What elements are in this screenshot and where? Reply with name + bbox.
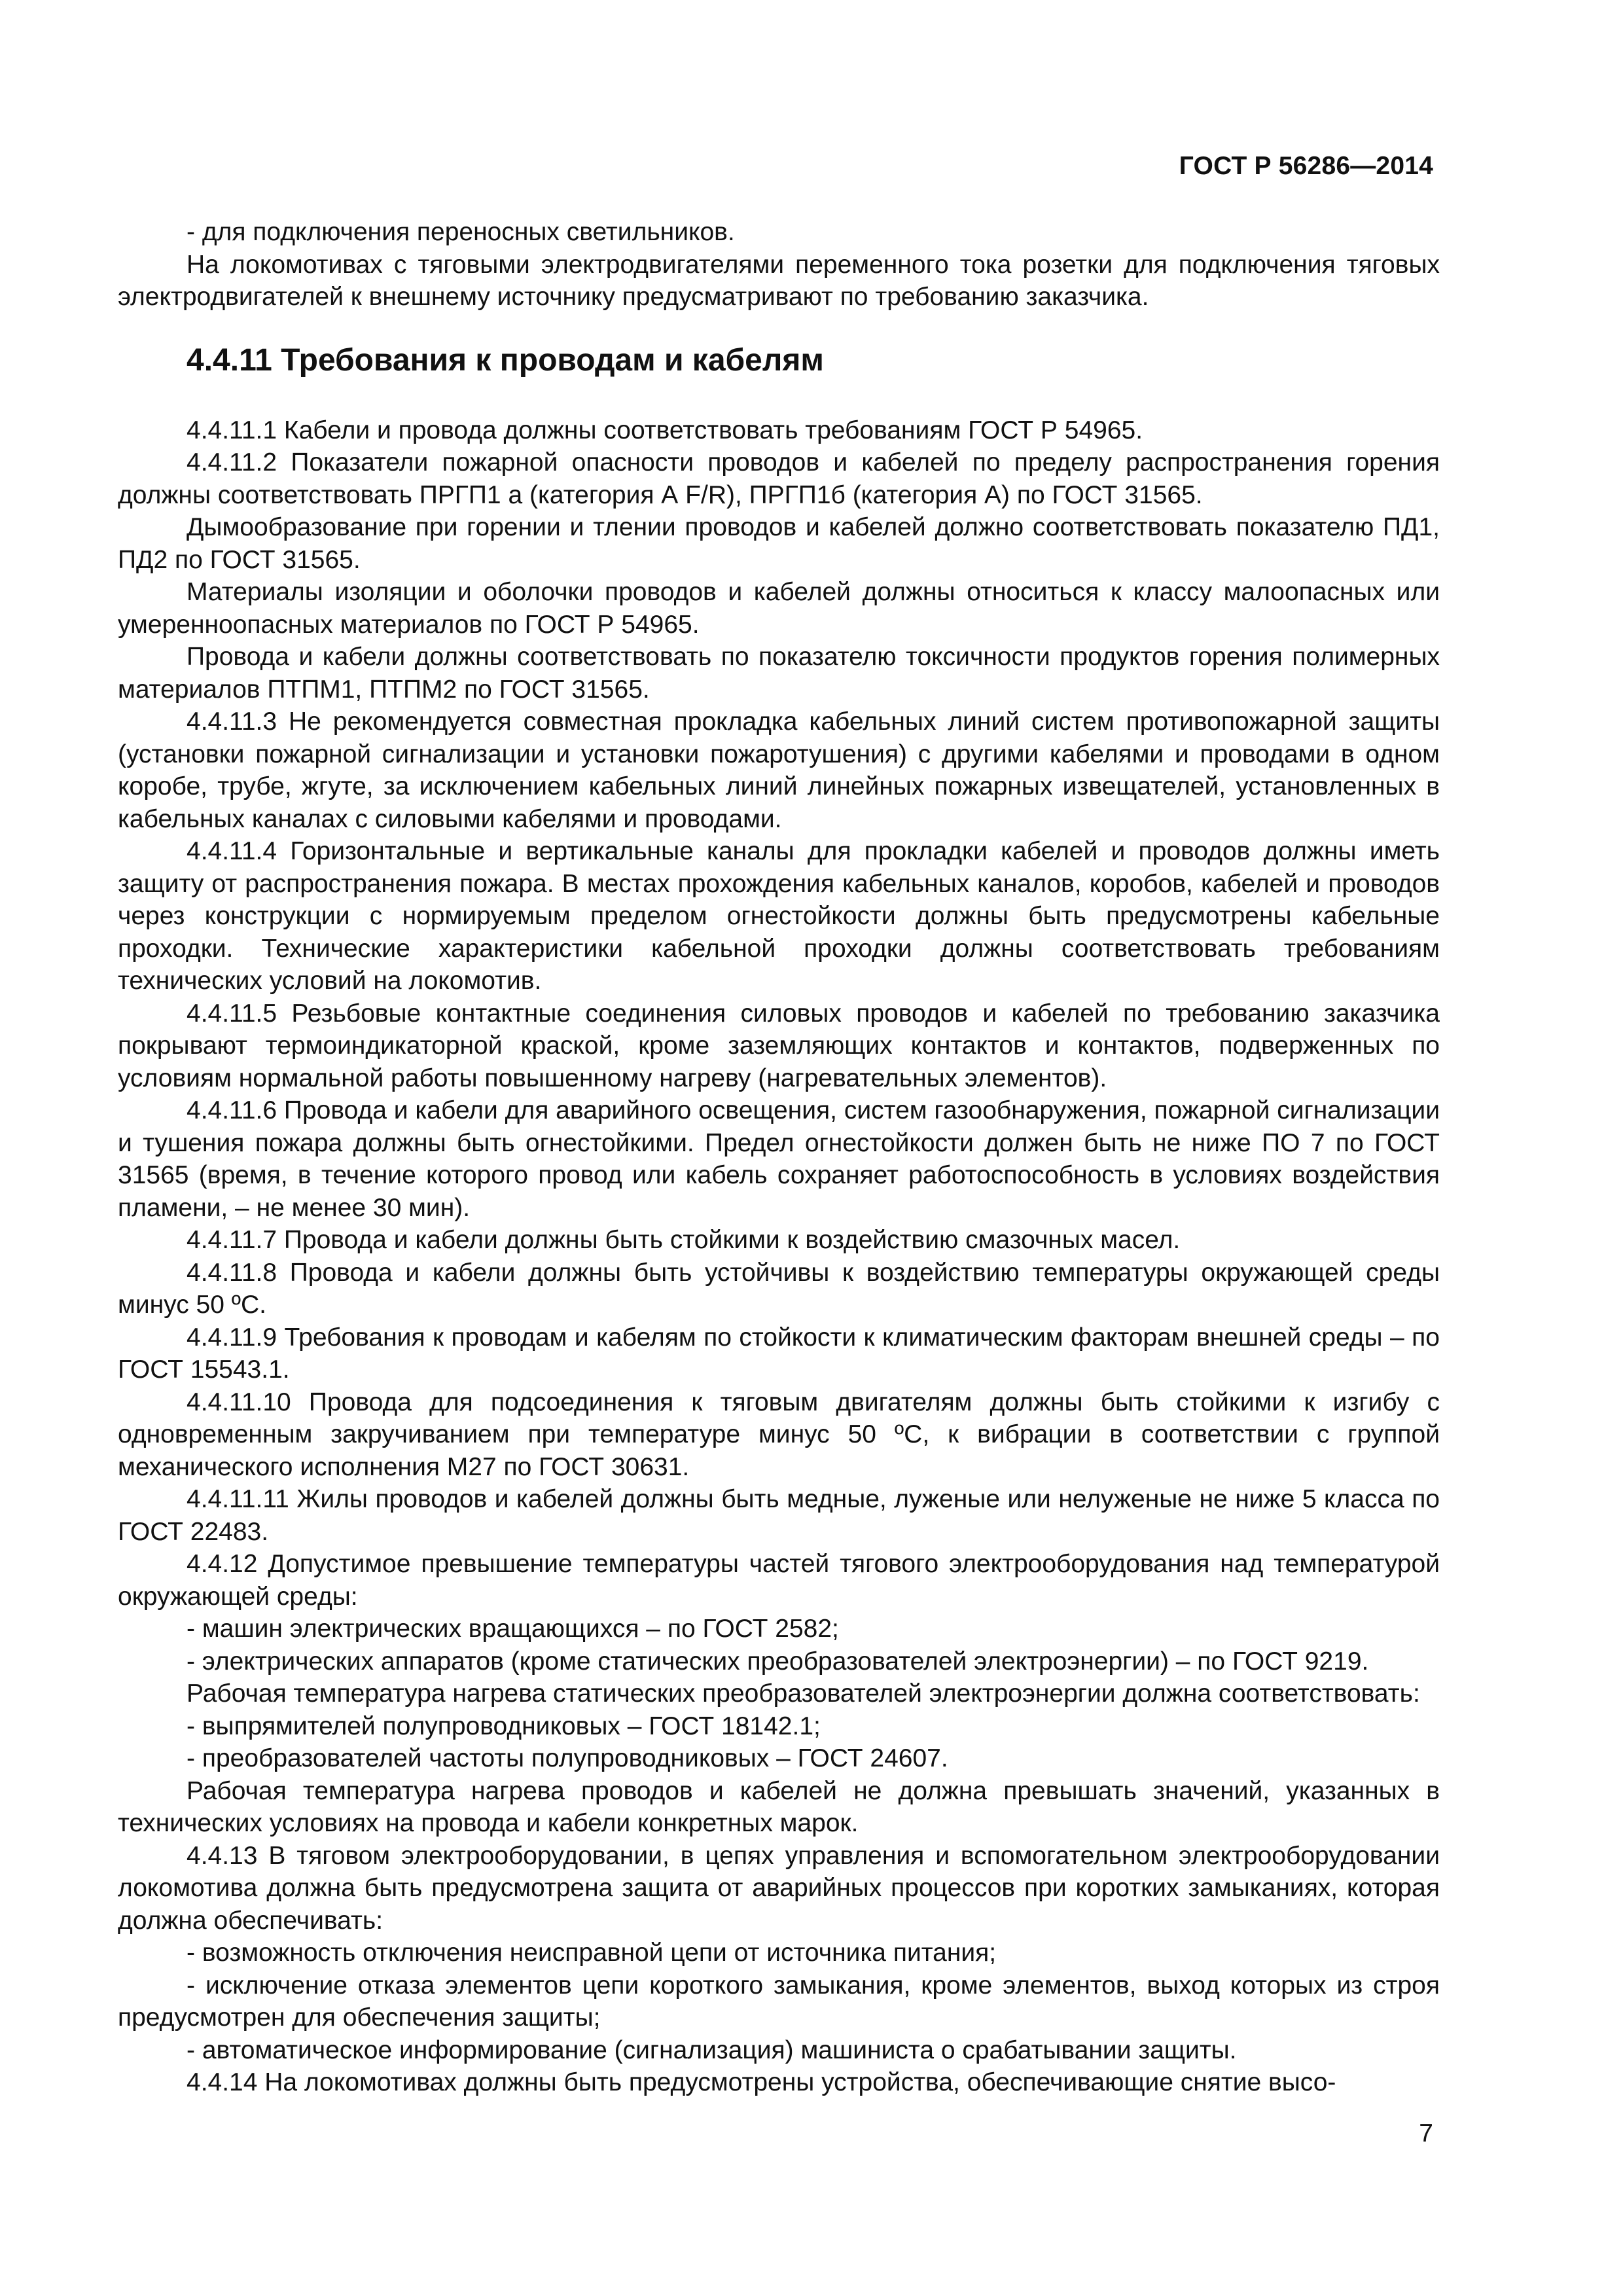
list-item: - электрических аппаратов (кроме статических преобразователей электроэнергии) – по ГОСТ 9219. [187, 1647, 1369, 1676]
paragraph: Рабочая температура нагрева статических преобразователей электроэнергии должна соответствовать: [187, 1679, 1420, 1708]
document-code-header: ГОСТ Р 56286—2014 [1179, 152, 1433, 180]
paragraph: 4.4.11.11 Жилы проводов и кабелей должны быть медные, луженые или нелуженые не ниже 5 класса по ГОСТ 22483. [118, 1485, 1440, 1546]
paragraph: 4.4.11.1 Кабели и провода должны соответствовать требованиям ГОСТ Р 54965. [187, 416, 1143, 444]
paragraph: 4.4.11.7 Провода и кабели должны быть стойкими к воздействию смазочных масел. [187, 1226, 1181, 1254]
section-heading: 4.4.11 Требования к проводам и кабелям [187, 342, 824, 378]
paragraph: Рабочая температура нагрева проводов и кабелей не должна превышать значений, указанных в технических условиях на провода и кабели конкретных марок. [118, 1776, 1440, 1837]
paragraph: 4.4.14 На локомотивах должны быть предусмотрены устройства, обеспечивающие снятие высо- [187, 2068, 1336, 2096]
paragraph: 4.4.11.10 Провода для подсоединения к тяговым двигателям должны быть стойкими к изгибу с одновременным закручиванием при температуре минус 50 ºС, к вибрации в соответствии с группой механического исполнения М27 по ГОСТ 30631. [118, 1388, 1440, 1481]
page-content [118, 216, 1440, 2099]
paragraph: 4.4.13 В тяговом электрооборудовании, в цепях управления и вспомогательном электрооборудовании локомотива должна быть предусмотрена защита от аварийных процессов при коротких замыканиях, которая должна обеспечивать: [118, 1841, 1440, 1935]
paragraph: 4.4.11.2 Показатели пожарной опасности проводов и кабелей по пределу распространения горения должны соответствовать ПРГП1 а (категория А F/R), ПРГП1б (категория А) по ГОСТ 31565. [118, 448, 1440, 509]
paragraph: Дымообразование при горении и тлении проводов и кабелей должно соответствовать показателю ПД1, ПД2 по ГОСТ 31565. [118, 513, 1440, 574]
list-item: - выпрямителей полупроводниковых – ГОСТ 18142.1; [187, 1712, 821, 1740]
paragraph: 4.4.11.6 Провода и кабели для аварийного освещения, систем газообнаружения, пожарной сигнализации и тушения пожара должны быть огнестойкими. Предел огнестойкости должен быть не ниже ПО 7 по ГОСТ 31565 (время, в течение которого провод или кабель сохраняет работоспособность в условиях воздействия пламени, – не менее 30 мин). [118, 1096, 1440, 1222]
paragraph: Материалы изоляции и оболочки проводов и кабелей должны относиться к классу малоопасных или умеренноопасных материалов по ГОСТ Р 54965. [118, 578, 1440, 639]
list-item: - преобразователей частоты полупроводниковых – ГОСТ 24607. [187, 1744, 948, 1772]
paragraph: 4.4.11.4 Горизонтальные и вертикальные каналы для прокладки кабелей и проводов должны иметь защиту от распространения пожара. В местах прохождения кабельных каналов, коробов, кабелей и проводов через конструкции с нормируемым пределом огнестойкости должны быть предусмотрены кабельные проходки. Технические характеристики кабельной проходки должны соответствовать требованиям технических условий на локомотив. [118, 837, 1440, 995]
list-item: - возможность отключения неисправной цепи от источника питания; [187, 1939, 997, 1967]
paragraph: 4.4.11.8 Провода и кабели должны быть устойчивы к воздействию температуры окружающей среды минус 50 ºС. [118, 1258, 1440, 1319]
paragraph: Провода и кабели должны соответствовать по показателю токсичности продуктов горения полимерных материалов ПТПМ1, ПТПМ2 по ГОСТ 31565. [118, 643, 1440, 704]
paragraph-intro-2: На локомотивах с тяговыми электродвигателями переменного тока розетки для подключения тяговых электродвигателей к внешнему источнику предусматривают по требованию заказчика. [118, 250, 1440, 311]
page-number: 7 [1419, 2119, 1433, 2147]
list-item: - автоматическое информирование (сигнализация) машиниста о срабатывании защиты. [187, 2036, 1237, 2064]
paragraph: 4.4.11.3 Не рекомендуется совместная прокладка кабельных линий систем противопожарной защиты (установки пожарной сигнализации и установки пожаротушения) с другими кабелями и проводами в одном коробе, трубе, жгуте, за исключением кабельных линий линейных пожарных извещателей, установленных в кабельных каналах с силовыми кабелями и проводами. [118, 708, 1440, 833]
list-item: - исключение отказа элементов цепи короткого замыкания, кроме элементов, выход которых из строя предусмотрен для обеспечения защиты; [118, 1971, 1440, 2032]
list-item: - машин электрических вращающихся – по ГОСТ 2582; [187, 1615, 839, 1643]
paragraph: 4.4.11.5 Резьбовые контактные соединения силовых проводов и кабелей по требованию заказчика покрывают термоиндикаторной краской, кроме заземляющих контактов и контактов, подверженных по условиям нормальной работы повышенному нагреву (нагревательных элементов). [118, 999, 1440, 1092]
paragraph: 4.4.12 Допустимое превышение температуры частей тягового электрооборудования над температурой окружающей среды: [118, 1550, 1440, 1611]
paragraph: 4.4.11.9 Требования к проводам и кабелям по стойкости к климатическим факторам внешней среды – по ГОСТ 15543.1. [118, 1323, 1440, 1384]
paragraph-intro-1: - для подключения переносных светильников. [187, 218, 735, 246]
